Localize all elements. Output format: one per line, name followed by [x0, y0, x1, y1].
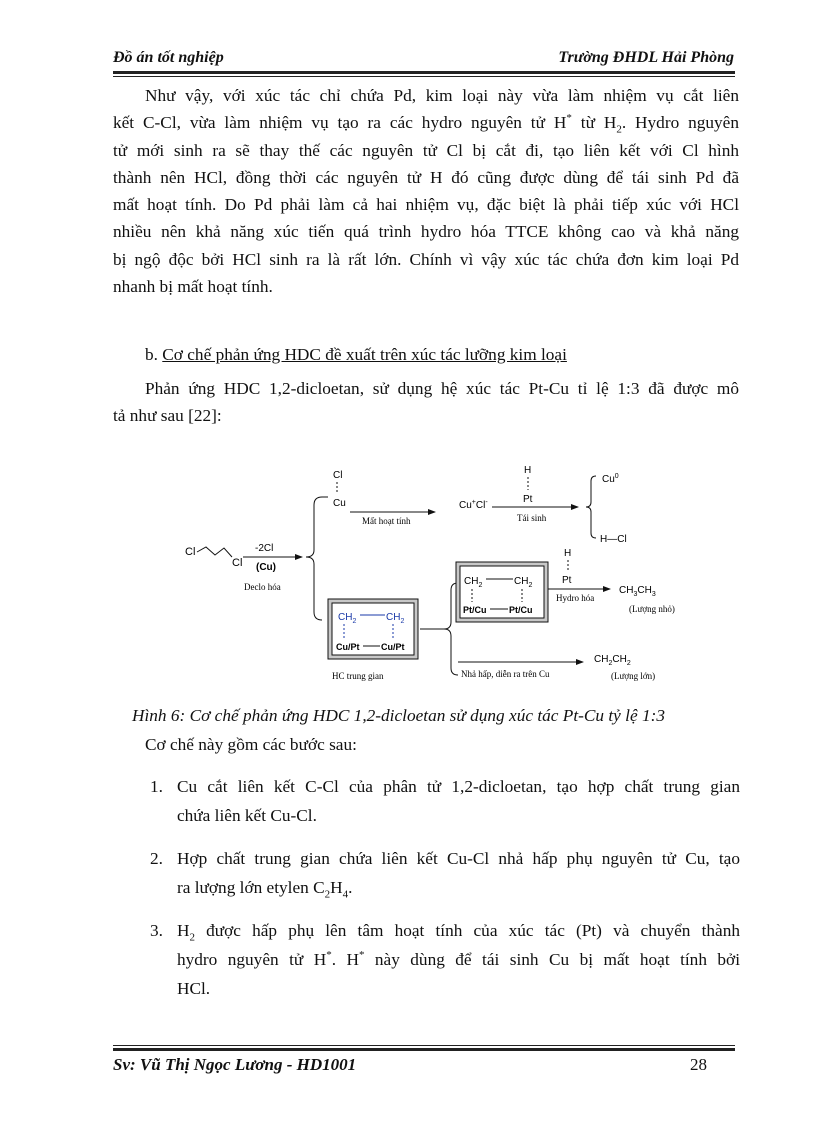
footer-author: Sv: Vũ Thị Ngọc Lương - HD1001 [113, 1055, 357, 1074]
dechlorination-label: Declo hóa [244, 582, 281, 592]
text-line: bị ngộ độc bởi HCl sinh ra là rất lớn. Chính vì vậy xúc tác chứa đơn kim loại Pd [113, 249, 739, 269]
header-left: Đồ án tốt nghiệp [113, 49, 224, 66]
ptcu-right: Pt/Cu [509, 605, 533, 615]
reactant-cl-2: Cl [232, 557, 243, 569]
text-line: nhanh bị mất hoạt tính. [113, 277, 273, 297]
footer-rule-thin [113, 1045, 735, 1046]
footer-rule [113, 1048, 735, 1051]
regeneration-label: Tái sinh [517, 513, 547, 523]
cupt-left: Cu/Pt [336, 642, 360, 652]
page-number: 28 [690, 1055, 707, 1074]
reactant-cl-1: Cl [185, 546, 196, 558]
cu-catalyst-label: (Cu) [256, 562, 276, 573]
h-mid: H [564, 548, 572, 559]
deactivation-label: Mất hoạt tính [362, 516, 411, 526]
header-right: Trường ĐHDL Hải Phòng [558, 49, 734, 66]
hcl-product: H—Cl [600, 534, 627, 545]
top-cl: Cl [333, 470, 343, 481]
figure-caption: Hình 6: Cơ chế phản ứng HDC 1,2-dicloetan sử dụng xúc tác Pt-Cu tỷ lệ 1:3 [132, 706, 665, 725]
text-line: thành nên HCl, đồng thời các nguyên tử H đó cũng được dùng để tái sinh Pd đã [113, 167, 739, 187]
desorption-label: Nhả hấp, diễn ra trên Cu [461, 669, 550, 679]
text-line: nhiều nên khả năng xúc tiến quá trình hydro hóa TTCE không cao và khả năng [113, 222, 739, 242]
text-line: mất hoạt tính. Do Pd phải làm cả hai nhiệm vụ, đặc biệt là phải tiếp xúc với HCl [113, 195, 739, 215]
small-amount-label: (Lượng nhỏ) [629, 604, 675, 614]
ch2-d: $CH_2$ [514, 576, 533, 589]
steps-intro: Cơ chế này gồm các bước sau: [145, 735, 357, 754]
steps-list [150, 772, 740, 1017]
cu0-product: Cu$^0$ [602, 473, 619, 485]
intermediate-label: HC trung gian [332, 671, 384, 681]
ch2-a: $CH_2$ [338, 612, 357, 625]
cu-cl-complex: Cu+Cl- [459, 499, 488, 511]
top-cu: Cu [333, 498, 346, 509]
list-item: 2. Hợp chất trung gian chứa liên kết Cu-Cl nhả hấp phụ nguyên tử Cu, tạo ra lượng lớn etylen $C_2H_4$. [150, 849, 740, 901]
minus-2cl-label: -2Cl [255, 543, 274, 554]
large-amount-label: (Lượng lớn) [611, 671, 656, 681]
dichloroethane-bond [197, 547, 232, 557]
list-item: 1. Cu cắt liên kết C-Cl của phân tử 1,2-dicloetan, tạo hợp chất trung gian chứa liên kết Cu-Cl. [150, 777, 740, 825]
hydrogenation-label: Hydro hóa [556, 593, 595, 603]
text-line: Phản ứng HDC 1,2-dicloetan, sử dụng hệ xúc tác Pt-Cu tỉ lệ 1:3 đã được mô [145, 379, 739, 398]
text-line: Như vậy, với xúc tác chỉ chứa Pd, kim loại này vừa làm nhiệm vụ cắt liên [145, 86, 739, 105]
ptcu-left: Pt/Cu [463, 605, 487, 615]
ethane-product: $CH_3CH_3$ [619, 585, 656, 598]
text-line: kết C-Cl, vừa làm nhiệm vụ tạo ra các hydro nguyên tử H* từ $H_2$. Hydro nguyên [113, 112, 739, 136]
text-line: tử mới sinh ra sẽ thay thế các nguyên tử Cl bị cắt đi, tạo liên kết với Cl hình [113, 140, 739, 160]
subheading: b. Cơ chế phản ứng HDC đề xuất trên xúc tác lưỡng kim loại [145, 345, 567, 364]
branch-brace [306, 497, 322, 620]
text-line: tả như sau [22]: [113, 406, 222, 426]
regeneration-brace [586, 476, 596, 538]
pt-mid: Pt [562, 575, 572, 586]
pt-top: Pt [523, 494, 533, 505]
cupt-right: Cu/Pt [381, 642, 405, 652]
ethylene-product: $CH_2CH_2$ [594, 654, 631, 667]
list-item: 3. $H_2$ được hấp phụ lên tâm hoạt tính của xúc tác (Pt) và chuyển thành hydro nguyên tử H*. H* này dùng để tái sinh Cu bị mất hoạt tính bởi HCl. [150, 921, 740, 998]
ch2-b: $CH_2$ [386, 612, 405, 625]
h-top: H [524, 465, 532, 476]
ch2-c: $CH_2$ [464, 576, 483, 589]
